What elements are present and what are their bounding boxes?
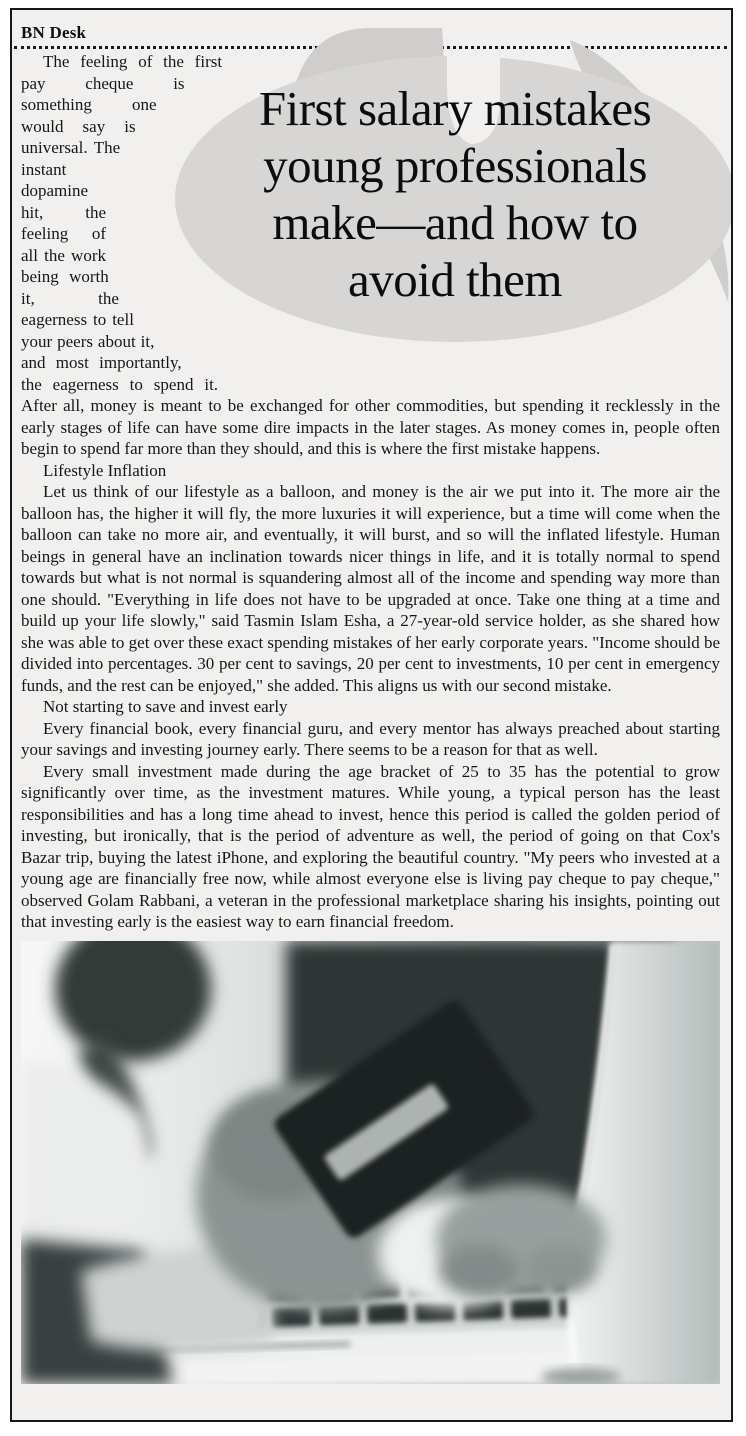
headline [175, 80, 733, 308]
credit-card-laptop-photo [21, 941, 720, 1384]
headline-line-1: First salary mistakes [258, 81, 652, 136]
article-body [12, 49, 731, 1384]
paragraph-3: Every financial book, every financial guru, and every mentor has always preached about starting your savings and investing journey early. There seems to be a reason for that as well. [21, 718, 720, 759]
paragraph-2: Let us think of our lifestyle as a balloon, and money is the air we put into it. The more air the balloon has, the higher it will fly, the more luxuries it will experience, but a time will come when the balloon can take no more air, and eventually, it will burst, and so will the inflated lifestyle. Human beings in general have an inclination towards nicer things in life, and it is totally normal to spend towards but what is not normal is squandering almost all of the income and spending way more than one should. "Everything in life does not have to be upgraded at once. Take one thing at a time and build up your life slowly," said Tasmin Islam Esha, a 27-year-old service holder, as she shared how she was able to get over these exact spending mistakes of her early corporate years. "Income should be divided into percentages. 30 per cent to savings, 20 per cent to investments, 10 per cent in emergency funds, and the rest can be enjoyed," she added. This aligns us with our second mistake. [21, 482, 720, 695]
article-photo [21, 941, 720, 1384]
article-page [10, 8, 733, 1422]
subhead-lifestyle-inflation: Lifestyle Inflation [43, 460, 167, 480]
paragraph-1: The feeling of the first pay cheque is something one would say is universal. The instant dopamine hit, the feeling of all the work being worth it, the eagerness to tell your peers about it, and most importantly, the eagerness to spend it. After all, money is meant to be exchanged for other commodities, but spending it recklessly in the early stages of life can have some dire impacts in the later stages. As money comes in, people often begin to spend far more than they should, and this is where the first mistake happens. [21, 52, 720, 458]
headline-banner [120, 26, 720, 371]
headline-line-2: young professionals [263, 138, 647, 193]
headline-line-4: avoid them [347, 252, 563, 307]
byline: BN Desk [21, 23, 87, 42]
paragraph-4: Every small investment made during the age bracket of 25 to 35 has the potential to grow significantly over time, as the investment matures. While young, a typical person has the least responsibilities and has a long time ahead to invest, hence this period is called the golden period of investing, but ironically, that is the period of adventure as well, the period of going on that Cox's Bazar trip, buying the latest iPhone, and exploring the beautiful country. "My peers who invested at a young age are financially free now, while almost everyone else is living pay cheque to pay cheque," observed Golam Rabbani, a veteran in the professional marketplace sharing his insights, pointing out that investing early is the easiest way to earn financial freedom. [21, 761, 720, 931]
subhead-not-starting-early: Not starting to save and invest early [43, 697, 288, 716]
headline-line-3: make—and how to [272, 195, 638, 250]
